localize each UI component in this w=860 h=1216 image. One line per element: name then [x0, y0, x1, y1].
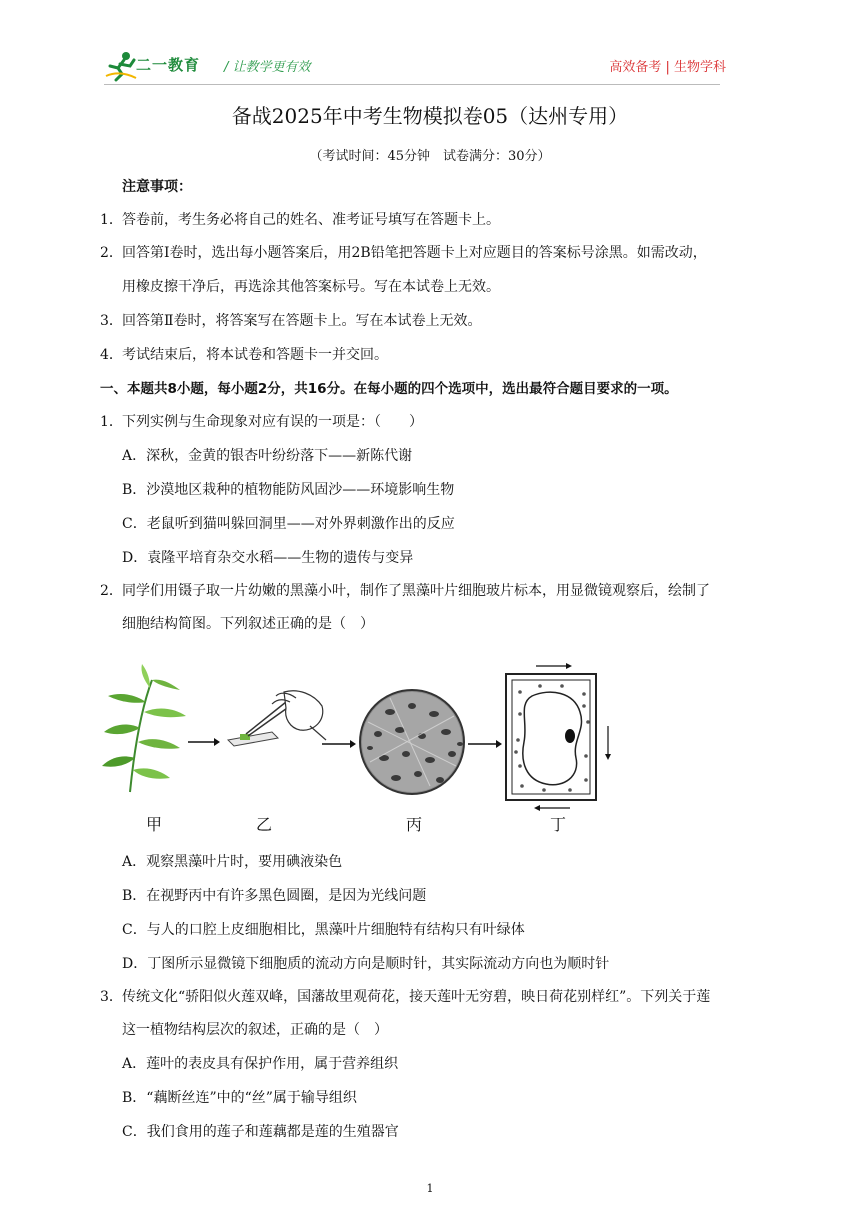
- question-number: 2．: [100, 583, 123, 599]
- notice-item: [100, 211, 500, 229]
- option-a: A．莲叶的表皮具有保护作用，属于营养组织: [122, 1056, 399, 1072]
- figure-label-ding: 丁: [550, 815, 567, 834]
- option-a: A．观察黑藻叶片时，要用碘液染色: [122, 854, 343, 870]
- notice-item: [100, 346, 388, 364]
- notice-item-number: 2．: [100, 245, 123, 261]
- notice-item-number: 1．: [100, 212, 123, 228]
- waterweed-plant-icon: [102, 664, 186, 792]
- figure-label-yi: 乙: [256, 815, 273, 834]
- notice-item-text: 答卷前，考生务必将自己的姓名、准考证号填写在答题卡上。: [122, 212, 500, 228]
- logo-text: 二一教育: [136, 56, 201, 74]
- question-number: 1．: [100, 414, 123, 430]
- option-c: C．与人的口腔上皮细胞相比，黑藻叶片细胞特有结构只有叶绿体: [122, 922, 525, 938]
- cell-diagram-icon: [506, 663, 611, 811]
- question-3-stem-continued: 这一植物结构层次的叙述，正确的是（ ）: [122, 1022, 388, 1038]
- question-2-stem: [100, 582, 710, 600]
- option-d: D．袁隆平培育杂交水稻——生物的遗传与变异: [122, 550, 414, 566]
- runner-logo-icon: [104, 50, 138, 82]
- section-heading: 一、本题共8小题，每小题2分，共16分。在每小题的四个选项中，选出最符合题目要求的一项。: [100, 381, 678, 397]
- notice-heading: 注意事项：: [122, 179, 192, 195]
- notice-item: [100, 244, 707, 262]
- question-text: 传统文化“骄阳似火莲双峰，国藩故里观荷花，接天莲叶无穷碧，映日荷花别样红”。下列关于莲: [122, 989, 711, 1005]
- arrow-icon: [322, 740, 356, 748]
- experiment-figure: [100, 662, 660, 834]
- notice-item-continued: 用橡皮擦干净后，再选涂其他答案标号。写在本试卷上无效。: [122, 279, 500, 295]
- question-text: 下列实例与生命现象对应有误的一项是：（ ）: [122, 414, 423, 430]
- header-slogan: / 让教学更有效: [224, 60, 311, 75]
- figure-illustration: [100, 662, 660, 812]
- notice-item-number: 4．: [100, 347, 123, 363]
- page-number: 1: [426, 1182, 434, 1195]
- notice-item-text: 考试结束后，将本试卷和答题卡一并交回。: [122, 347, 388, 363]
- question-2-stem-continued: 细胞结构简图。下列叙述正确的是（ ）: [122, 616, 374, 632]
- option-a: A．深秋，金黄的银杏叶纷纷落下——新陈代谢: [122, 448, 413, 464]
- page-header: [104, 48, 724, 84]
- question-3-stem: [100, 988, 710, 1006]
- microscope-view-icon: [360, 690, 464, 794]
- option-b: B．在视野丙中有许多黑色圆圈，是因为光线问题: [122, 888, 427, 904]
- figure-label-bing: 丙: [406, 815, 423, 834]
- notice-item-text: 回答第Ⅱ卷时，将答案写在答题卡上。写在本试卷上无效。: [122, 313, 482, 329]
- notice-item: [100, 312, 482, 330]
- option-b: B．“藕断丝连”中的“丝”属于输导组织: [122, 1090, 357, 1106]
- arrow-icon: [188, 738, 220, 746]
- tweezers-slide-icon: [228, 691, 326, 746]
- notice-item-number: 3．: [100, 313, 123, 329]
- exam-title: 备战2025年中考生物模拟卷05（达州专用）: [231, 104, 629, 128]
- notice-item-text: 回答第Ⅰ卷时，选出每小题答案后，用2B铅笔把答题卡上对应题目的答案标号涂黑。如需改动，: [122, 245, 707, 261]
- logo: [104, 48, 224, 82]
- header-divider: [104, 84, 720, 85]
- question-number: 3．: [100, 989, 123, 1005]
- question-1-stem: [100, 413, 423, 431]
- figure-label-jia: 甲: [146, 815, 163, 834]
- option-b: B．沙漠地区栽种的植物能防风固沙——环境影响生物: [122, 482, 455, 498]
- option-c: C．老鼠听到猫叫躲回洞里——对外界刺激作出的反应: [122, 516, 455, 532]
- question-text: 同学们用镊子取一片幼嫩的黑藻小叶，制作了黑藻叶片细胞玻片标本，用显微镜观察后，绘制了: [122, 583, 710, 599]
- arrow-icon: [468, 740, 502, 748]
- option-c: C．我们食用的莲子和莲藕都是莲的生殖器官: [122, 1124, 399, 1140]
- exam-subtitle: （考试时间：45分钟 试卷满分：30分）: [309, 149, 551, 164]
- option-d: D．丁图所示显微镜下细胞质的流动方向是顺时针，其实际流动方向也为顺时针: [122, 956, 610, 972]
- header-subject: 高效备考 | 生物学科: [609, 60, 726, 75]
